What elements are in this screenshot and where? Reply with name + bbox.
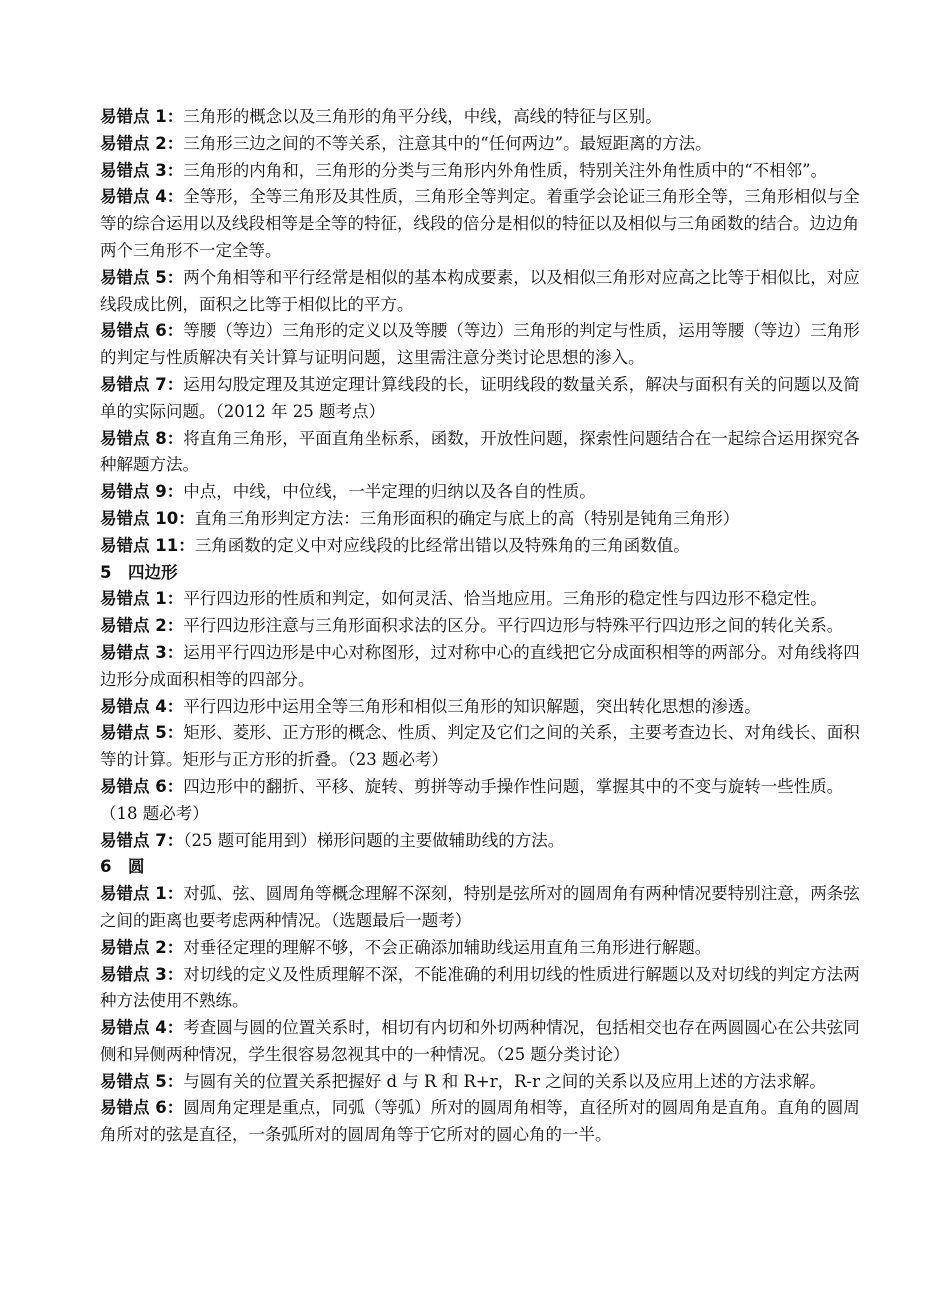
triangle-error-9 — [100, 479, 860, 506]
error-text: 平行四边形的性质和判定，如何灵活、恰当地应用。三角形的稳定性与四边形不稳定性。 — [183, 589, 827, 609]
error-label: 易错点 7： — [100, 830, 184, 850]
quad-error-3 — [100, 640, 860, 694]
error-text: 运用勾股定理及其逆定理计算线段的长，证明线段的数量关系，解决与面积有关的问题以及简单的实际问题。（2012 年 25 题考点） — [100, 374, 860, 421]
triangle-error-4 — [100, 184, 860, 264]
error-text: 三角函数的定义中对应线段的比经常出错以及特殊角的三角函数值。 — [194, 535, 690, 555]
error-text: 三角形三边之间的不等关系，注意其中的“任何两边”。最短距离的方法。 — [183, 133, 712, 153]
circle-error-4 — [100, 1015, 860, 1069]
error-label: 易错点 11： — [100, 535, 195, 555]
triangle-error-1 — [100, 104, 860, 131]
circle-error-2 — [100, 935, 860, 962]
error-text: 与圆有关的位置关系把握好 d 与 R 和 R+r，R-r 之间的关系以及应用上述的方法求解。 — [183, 1071, 826, 1091]
error-label: 易错点 4： — [100, 187, 184, 207]
error-text: 考查圆与圆的位置关系时，相切有内切和外切两种情况，包括相交也存在两圆圆心在公共弦同侧和异侧两种情况，学生很容易忽视其中的一种情况。（25 题分类讨论） — [100, 1018, 860, 1064]
error-label: 易错点 4： — [100, 1018, 184, 1038]
circle-error-3 — [100, 962, 860, 1016]
error-text: 平行四边形注意与三角形面积求法的区分。平行四边形与特殊平行四边形之间的转化关系。 — [183, 616, 844, 636]
error-text: 圆周角定理是重点，同弧（等弧）所对的圆周角相等，直径所对的圆周角是直角。直角的圆周角所对的弦是直径，一条弧所对的圆周角等于它所对的圆心角的一半。 — [100, 1098, 860, 1145]
error-label: 易错点 2： — [100, 616, 184, 636]
circle-error-1 — [100, 881, 860, 935]
error-text: （25 题可能用到）梯形问题的主要做辅助线的方法。 — [183, 830, 565, 850]
error-text: 三角形的概念以及三角形的角平分线，中线，高线的特征与区别。 — [183, 107, 662, 126]
error-label: 易错点 1： — [100, 884, 184, 904]
error-label: 易错点 1： — [100, 107, 184, 126]
triangle-error-6 — [100, 318, 860, 372]
quad-error-4 — [100, 694, 860, 721]
triangle-error-7 — [100, 372, 860, 426]
error-label: 易错点 4： — [100, 696, 184, 716]
triangle-error-8 — [100, 426, 860, 480]
quad-error-5 — [100, 720, 860, 774]
quad-error-6 — [100, 774, 860, 828]
error-text: 对切线的定义及性质理解不深，不能准确的利用切线的性质进行解题以及对切线的判定方法两种方法使用不熟练。 — [100, 964, 860, 1011]
error-text: 对弧、弦、圆周角等概念理解不深刻，特别是弦所对的圆周角有两种情况要特别注意，两条弦之间的距离也要考虑两种情况。（选题最后一题考） — [100, 884, 860, 930]
error-text: 运用平行四边形是中心对称图形，过对称中心的直线把它分成面积相等的两部分。对角线将四边形分成面积相等的四部分。 — [100, 642, 860, 689]
triangle-error-5 — [100, 265, 860, 319]
error-text: 等腰（等边）三角形的定义以及等腰（等边）三角形的判定与性质，运用等腰（等边）三角形的判定与性质解决有关计算与证明问题，这里需注意分类讨论思想的渗入。 — [100, 321, 860, 368]
quad-error-1 — [100, 586, 860, 613]
error-label: 易错点 3： — [100, 642, 184, 662]
error-label: 易错点 3： — [100, 964, 184, 984]
circle-error-6 — [100, 1095, 860, 1149]
error-label: 易错点 2： — [100, 133, 184, 153]
error-label: 易错点 5： — [100, 1071, 184, 1091]
triangle-error-11 — [100, 533, 860, 560]
error-text: 直角三角形判定方法：三角形面积的确定与底上的高（特别是钝角三角形） — [194, 508, 740, 528]
error-text: 两个角相等和平行经常是相似的基本构成要素，以及相似三角形对应高之比等于相似比，对应线段成比例，面积之比等于相似比的平方。 — [100, 267, 860, 314]
error-text: 中点，中线，中位线，一半定理的归纳以及各自的性质。 — [183, 482, 596, 502]
section-heading-quadrilateral: 5 四边形 — [100, 562, 178, 582]
error-label: 易错点 6： — [100, 1098, 184, 1118]
error-text: 四边形中的翻折、平移、旋转、剪拼等动手操作性问题，掌握其中的不变与旋转一些性质。（18 题必考） — [100, 776, 844, 823]
error-label: 易错点 10： — [100, 508, 195, 528]
error-label: 易错点 5： — [100, 267, 184, 287]
triangle-error-3 — [100, 158, 860, 185]
error-label: 易错点 6： — [100, 321, 184, 341]
error-text: 全等形，全等三角形及其性质，三角形全等判定。着重学会论证三角形全等，三角形相似与全等的综合运用以及线段相等是全等的特征，线段的倍分是相似的特征以及相似与三角函数的结合。边边角两个三角形不一定全等。 — [100, 187, 860, 260]
circle-error-5 — [100, 1069, 860, 1096]
error-label: 易错点 1： — [100, 589, 184, 609]
error-label: 易错点 7： — [100, 374, 184, 394]
quad-error-2 — [100, 613, 860, 640]
error-text: 将直角三角形，平面直角坐标系，函数，开放性问题，探索性问题结合在一起综合运用探究各种解题方法。 — [100, 428, 860, 475]
error-label: 易错点 8： — [100, 428, 184, 448]
error-label: 易错点 5： — [100, 723, 184, 743]
error-text: 矩形、菱形、正方形的概念、性质、判定及它们之间的关系，主要考查边长、对角线长、面积等的计算。矩形与正方形的折叠。（23 题必考） — [100, 723, 860, 770]
error-label: 易错点 3： — [100, 160, 184, 180]
triangle-error-2 — [100, 131, 860, 158]
error-text: 三角形的内角和，三角形的分类与三角形内外角性质，特别关注外角性质中的“不相邻”。 — [183, 160, 828, 180]
section-heading-circle: 6 圆 — [100, 857, 145, 877]
error-text: 平行四边形中运用全等三角形和相似三角形的知识解题，突出转化思想的渗透。 — [183, 696, 761, 716]
error-label: 易错点 2： — [100, 937, 184, 957]
error-label: 易错点 9： — [100, 482, 184, 502]
error-text: 对垂径定理的理解不够，不会正确添加辅助线运用直角三角形进行解题。 — [183, 937, 712, 957]
triangle-error-10 — [100, 506, 860, 533]
quad-error-7 — [100, 828, 860, 855]
error-label: 易错点 6： — [100, 776, 184, 796]
